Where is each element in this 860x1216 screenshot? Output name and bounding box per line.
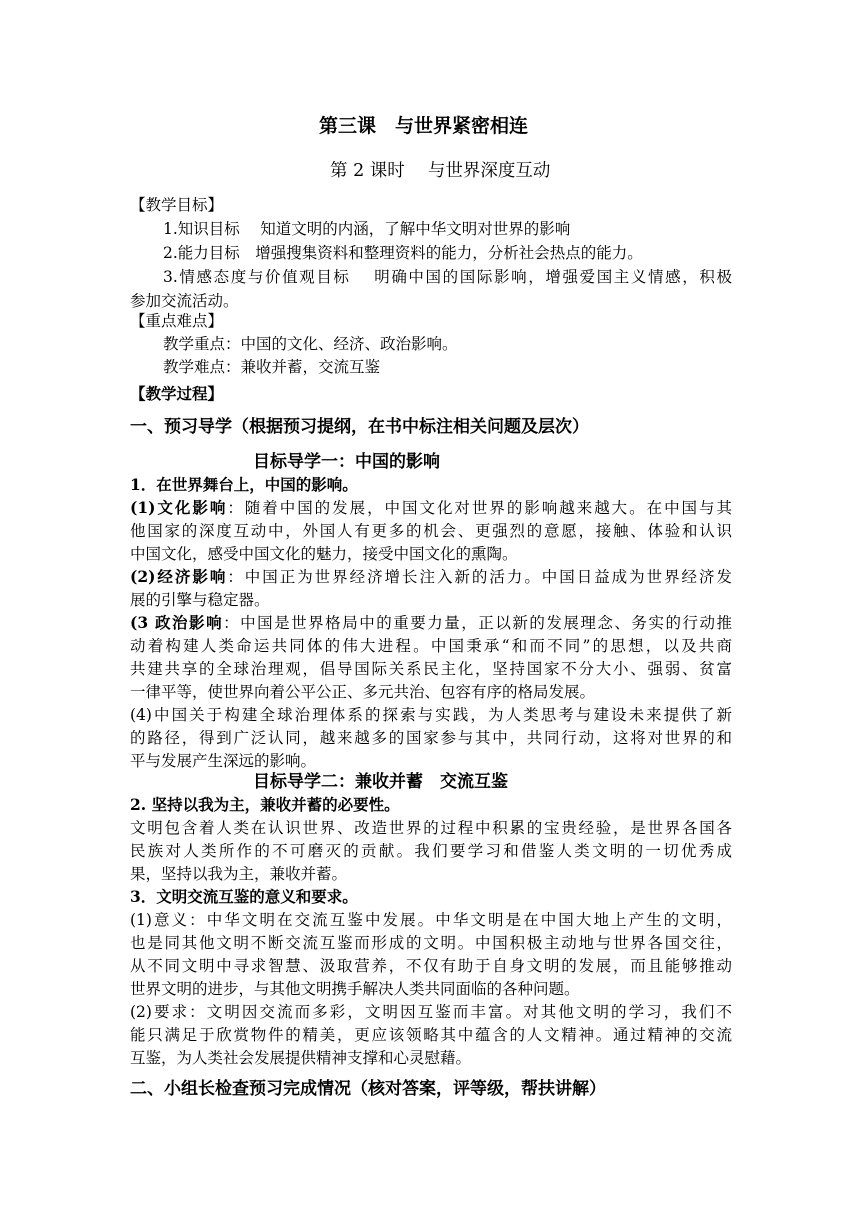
culture-paragraph-l3: 中国文化，感受中国文化的魅力，接受中国文化的熏陶。 <box>130 545 518 563</box>
question2: 2. 坚持以我为主，兼收并蓄的必要性。 <box>130 795 400 814</box>
requirement-paragraph-l1: (2)要求：文明因交流而多彩，文明因互鉴而丰富。对其他文明的学习，我们不 <box>130 1003 732 1021</box>
global-paragraph-l2: 的路径，得到广泛认同，越来越多的国家参与其中，共同行动，这将对世界的和 <box>130 729 732 747</box>
objectives-heading: 【教学目标】 <box>130 196 224 214</box>
requirement-paragraph-l3: 互鉴，为人类社会发展提供精神支撑和心灵慰藉。 <box>130 1049 472 1067</box>
requirement-paragraph-l2: 能只满足于欣赏物件的精美，更应该领略其中蕴含的人文精神。通过精神的交流 <box>130 1026 732 1044</box>
meaning-paragraph-l2: 也是同其他文明不断交流互鉴而形成的文明。中国积极主动地与世界各国交往， <box>130 934 732 952</box>
meaning-paragraph-l3: 从不同文明中寻求智慧、汲取营养，不仅有助于自身文明的发展，而且能够推动 <box>130 957 732 975</box>
politics-paragraph-l1: (3 政治影响：中国是世界格局中的重要力量，正以新的发展理念、务实的行动推 <box>130 613 732 632</box>
politics-paragraph-l2: 动着构建人类命运共同体的伟大进程。中国秉承“和而不同”的思想，以及共商 <box>130 637 732 655</box>
question2-paragraph-l1: 文明包含着人类在认识世界、改造世界的过程中积累的宝贵经验，是世界各国各 <box>130 819 732 837</box>
process-heading: 【教学过程】 <box>130 384 224 403</box>
section2-heading: 二、小组长检查预习完成情况（核对答案，评等级，帮扶讲解） <box>130 1079 606 1099</box>
objective-emotion-cont: 参加交流活动。 <box>130 292 239 310</box>
keypoints-heading: 【重点难点】 <box>130 312 224 330</box>
politics-paragraph-l4: 一律平等，使世界向着公平公正、多元共治、包容有序的格局发展。 <box>130 683 596 701</box>
teaching-focus: 教学重点：中国的文化、经济、政治影响。 <box>163 335 458 353</box>
question2-paragraph-l2: 民族对人类所作的不可磨灭的贡献。我们要学习和借鉴人类文明的一切优秀成 <box>130 842 732 860</box>
lesson-subtitle: 第 2 课时 与世界深度互动 <box>330 161 551 181</box>
objective-emotion: 3.情感态度与价值观目标 明确中国的国际影响，增强爱国主义情感，积极 <box>163 268 732 286</box>
global-paragraph-l1: (4)中国关于构建全球治理体系的探索与实践，为人类思考与建设未来提供了新 <box>130 706 732 724</box>
question1: 1．在世界舞台上，中国的影响。 <box>130 475 358 494</box>
objective-knowledge: 1.知识目标 知道文明的内涵，了解中华文明对世界的影响 <box>163 220 571 238</box>
question2-paragraph-l3: 果，坚持以我为主，兼收并蓄。 <box>130 865 348 883</box>
goal1-heading: 目标导学一：中国的影响 <box>253 452 440 472</box>
culture-paragraph-l1: (1)文化影响：随着中国的发展，中国文化对世界的影响越来越大。在中国与其 <box>130 498 732 517</box>
economy-paragraph-l2: 展的引擎与稳定器。 <box>130 591 270 609</box>
objective-ability: 2.能力目标 增强搜集资料和整理资料的能力，分析社会热点的能力。 <box>163 244 643 262</box>
teaching-difficulty: 教学难点：兼收并蓄，交流互鉴 <box>163 358 381 376</box>
politics-paragraph-l3: 共建共享的全球治理观，倡导国际关系民主化，坚持国家不分大小、强弱、贫富 <box>130 660 732 678</box>
economy-paragraph-l1: (2)经济影响：中国正为世界经济增长注入新的活力。中国日益成为世界经济发 <box>130 567 732 586</box>
question3: 3．文明交流互鉴的意义和要求。 <box>130 887 358 906</box>
section1-heading: 一、预习导学（根据预习提纲，在书中标注相关问题及层次） <box>130 417 589 437</box>
meaning-paragraph-l1: (1)意义：中华文明在交流互鉴中发展。中华文明是在中国大地上产生的文明， <box>130 911 732 929</box>
lesson-title: 第三课 与世界紧密相连 <box>319 115 529 137</box>
goal2-heading: 目标导学二：兼收并蓄 交流互鉴 <box>253 772 508 792</box>
culture-paragraph-l2: 他国家的深度互动中，外国人有更多的机会、更强烈的意愿，接触、体验和认识 <box>130 522 732 540</box>
meaning-paragraph-l4: 世界文明的进步，与其他文明携手解决人类共同面临的各种问题。 <box>130 980 580 998</box>
global-paragraph-l3: 平与发展产生深远的影响。 <box>130 752 317 770</box>
